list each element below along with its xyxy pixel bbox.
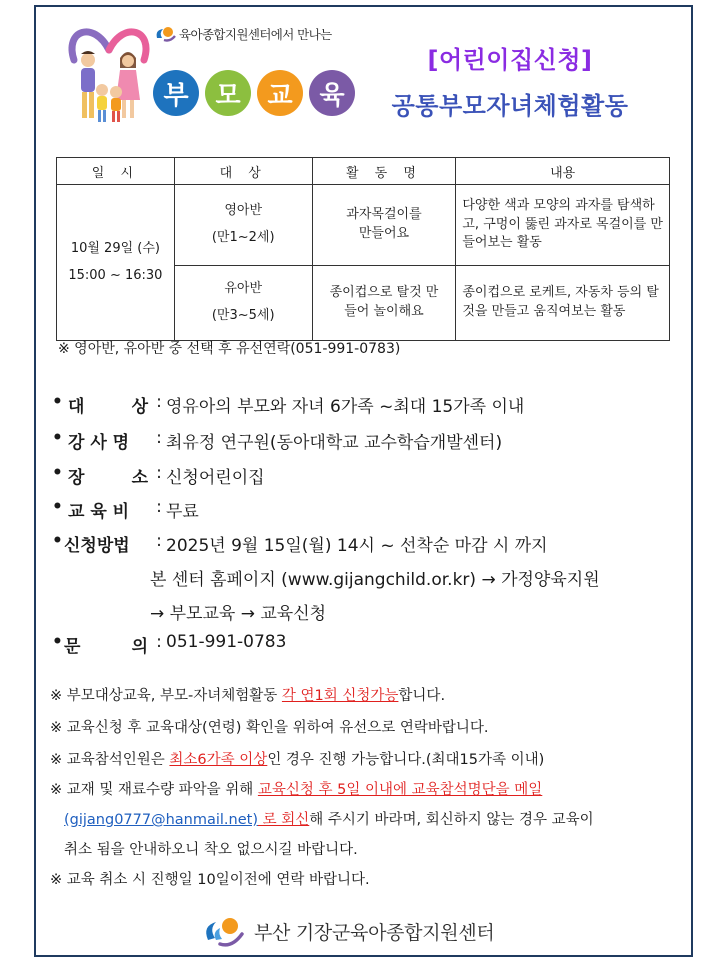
badge-mo: 모 bbox=[205, 70, 251, 116]
content-cell: 다양한 색과 모양의 과자를 탐색하고, 구멍이 뚫린 과자로 목걸이를 만들어보는 활동 bbox=[456, 185, 670, 266]
note-line-5: ※ 교육 취소 시 진행일 10일이전에 연락 바랍니다. bbox=[50, 872, 370, 888]
note-line-2: ※ 교육신청 후 교육대상(연령) 확인을 위하여 유선으로 연락바랍니다. bbox=[50, 720, 489, 736]
target-age: (만1~2세) bbox=[211, 230, 275, 245]
badge-yuk: 육 bbox=[309, 70, 355, 116]
badge-gyo: 교 bbox=[257, 70, 303, 116]
colon: : bbox=[156, 463, 162, 483]
target-name: 영아반 bbox=[224, 203, 263, 219]
info-target-label-b: 상 bbox=[131, 397, 148, 417]
event-date: 10월 29일 (수) bbox=[70, 240, 160, 256]
info-contact-value: 051-991-0783 bbox=[166, 632, 287, 652]
target-cell bbox=[174, 185, 312, 266]
table-row bbox=[57, 185, 670, 266]
note-4-highlight: 교육신청 후 5일 이내에 교육참석명단을 메일 bbox=[257, 782, 543, 798]
info-place-label-b: 소 bbox=[131, 468, 148, 488]
table-note: ※ 영아반, 유아반 중 선택 후 유선연락(051-991-0783) bbox=[58, 341, 401, 357]
info-lecturer-value: 최유정 연구원(동아대학교 교수학습개발센터) bbox=[166, 433, 503, 453]
note-1-highlight: 각 연1회 신청가능 bbox=[281, 688, 399, 704]
info-fee-label: 교 육 비 bbox=[68, 502, 130, 522]
info-contact-label-b: 의 bbox=[131, 637, 148, 657]
bullet: • bbox=[52, 531, 63, 551]
info-target-label bbox=[64, 392, 152, 417]
info-apply-value-1: 2025년 9월 15일(월) 14시 ~ 선착순 마감 시 까지 bbox=[166, 536, 548, 556]
note-1-text-end: 합니다. bbox=[398, 688, 446, 704]
target-name: 유아반 bbox=[224, 281, 263, 297]
email-link[interactable]: (gijang0777@hanmail.net) bbox=[64, 812, 258, 828]
info-apply-label: 신청방법 bbox=[64, 536, 130, 556]
parent-education-badges bbox=[153, 70, 355, 116]
info-place-value: 신청어린이집 bbox=[166, 468, 265, 488]
note-3-text: ※ 교육참석인원은 bbox=[50, 752, 170, 768]
activity-cell: 과자목걸이를 만들어요 bbox=[312, 185, 456, 266]
info-lecturer-row bbox=[52, 428, 502, 453]
note-4-text: ※ 교재 및 재료수량 파악을 위해 bbox=[50, 782, 258, 798]
note-line-4c: 취소 됨을 안내하오니 착오 없으시길 바랍니다. bbox=[64, 842, 358, 858]
info-apply-row bbox=[52, 531, 548, 556]
center-logo-icon bbox=[153, 24, 177, 44]
note-4-highlight-2: 로 회신 bbox=[258, 812, 310, 828]
info-contact-label-a: 문 bbox=[64, 637, 81, 657]
info-fee-value: 무료 bbox=[166, 502, 199, 522]
note-line-4b bbox=[64, 808, 594, 829]
info-place-label-a: 장 bbox=[68, 468, 85, 488]
info-target-row bbox=[52, 392, 524, 417]
table-header-row bbox=[57, 158, 670, 185]
target-cell bbox=[174, 266, 312, 341]
colon: : bbox=[156, 531, 162, 551]
target-age: (만3~5세) bbox=[211, 308, 275, 323]
colon: : bbox=[156, 497, 162, 517]
info-target-label-a: 대 bbox=[68, 397, 85, 417]
colon: : bbox=[156, 632, 162, 652]
info-target-value: 영유아의 부모와 자녀 6가족 ~최대 15가족 이내 bbox=[166, 397, 525, 417]
info-place-label bbox=[64, 463, 152, 488]
info-place-row bbox=[52, 463, 265, 488]
note-3-highlight: 최소6가족 이상 bbox=[169, 752, 268, 768]
note-1-text: ※ 부모대상교육, 부모-자녀체험활동 bbox=[50, 688, 282, 704]
logo-tagline bbox=[153, 24, 332, 44]
tagline-text: 육아종합지원센터에서 만나는 bbox=[179, 27, 332, 42]
datetime-cell bbox=[57, 185, 175, 341]
note-line-4 bbox=[50, 778, 542, 799]
activity-cell: 종이컵으로 탈것 만들어 놀이해요 bbox=[312, 266, 456, 341]
colon: : bbox=[156, 428, 162, 448]
note-line-3 bbox=[50, 748, 544, 769]
info-contact-label bbox=[64, 632, 152, 657]
schedule-table bbox=[56, 157, 670, 341]
center-logo-icon bbox=[200, 914, 246, 948]
note-4-text-end: 해 주시기 바라며, 회신하지 않는 경우 교육이 bbox=[309, 812, 594, 828]
header-activity: 활 동 명 bbox=[312, 158, 456, 185]
info-apply-value-2: 본 센터 홈페이지 (www.gijangchild.or.kr) → 가정양육지원 bbox=[150, 570, 600, 590]
header-datetime: 일 시 bbox=[57, 158, 175, 185]
note-line-1 bbox=[50, 684, 445, 705]
info-apply-value-3: → 부모교육 → 교육신청 bbox=[150, 604, 327, 624]
bullet: • bbox=[52, 392, 63, 412]
info-contact-row bbox=[52, 632, 286, 657]
footer-center-name: 부산 기장군육아종합지원센터 bbox=[254, 921, 495, 944]
event-time: 15:00 ~ 16:30 bbox=[68, 267, 163, 283]
info-fee-row bbox=[52, 497, 199, 522]
header-content: 내용 bbox=[456, 158, 670, 185]
colon: : bbox=[156, 392, 162, 412]
bullet: • bbox=[52, 632, 63, 652]
page-subtitle: 공통부모자녀체험활동 bbox=[391, 92, 629, 120]
note-3-text-end: 인 경우 진행 가능합니다.(최대15가족 이내) bbox=[267, 752, 545, 768]
badge-bu: 부 bbox=[153, 70, 199, 116]
bullet: • bbox=[52, 428, 63, 448]
page-title: [어린이집신청] bbox=[427, 46, 593, 74]
content-cell: 종이컵으로 로케트, 자동차 등의 탈것을 만들고 움직여보는 활동 bbox=[456, 266, 670, 341]
family-illustration bbox=[64, 20, 154, 128]
info-lecturer-label: 강 사 명 bbox=[68, 433, 130, 453]
footer bbox=[200, 914, 494, 948]
bullet: • bbox=[52, 463, 63, 483]
header-target: 대 상 bbox=[174, 158, 312, 185]
bullet: • bbox=[52, 497, 63, 517]
